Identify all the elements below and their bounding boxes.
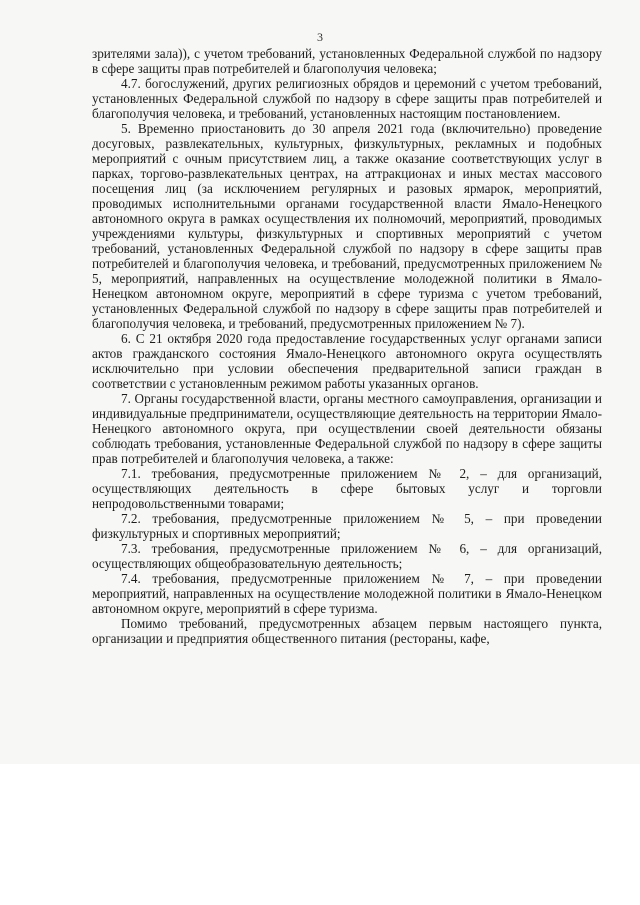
paragraph-7-4: 7.4. требования, предусмотренные приложением № 7, – при проведении мероприятий, направленных на осуществление молодежной политики в Ямало-Ненецком автономном округе, мероприятий в сфере туризма. (92, 571, 602, 616)
paragraph-continuation: зрителями зала)), с учетом требований, установленных Федеральной службой по надзору в сфере защиты прав потребителей и благополучия человека; (92, 46, 602, 76)
page-number: 3 (317, 30, 323, 44)
paragraph-7: 7. Органы государственной власти, органы местного самоуправления, организации и индивидуальные предприниматели, осуществляющие деятельность на территории Ямало-Ненецкого автономного округа, при осуществлении своей деятельности обязаны соблюдать требования, установленные Федеральной службой по надзору в сфере защиты прав потребителей и благополучия человека, а также: (92, 391, 602, 466)
paragraph-6: 6. С 21 октября 2020 года предоставление государственных услуг органами записи актов гражданского состояния Ямало-Ненецкого автономного округа осуществлять исключительно при условии обеспечения предварительной записи граждан в соответствии с установленным режимом работы указанных органов. (92, 331, 602, 391)
paragraph-5: 5. Временно приостановить до 30 апреля 2021 года (включительно) проведение досуговых, развлекательных, культурных, физкультурных, рекламных и подобных мероприятий с очным присутствием лиц, а также оказание соответствующих услуг в парках, торгово-развлекательных центрах, на аттракционах и иных местах массового посещения лиц (за исключением регулярных и разовых ярмарок, мероприятий, проводимых исполнительными органами государственной власти Ямало-Ненецкого автономного округа в рамках осуществления их полномочий, мероприятий, проводимых учреждениями культуры, физкультурных и спортивных мероприятий с учетом требований, установленных Федеральной службой по надзору в сфере защиты прав потребителей и благополучия человека, и требований, предусмотренных приложением № 5, мероприятий, направленных на осуществление молодежной политики в Ямало-Ненецком автономном округе, мероприятий в сфере туризма с учетом требований, установленных Федеральной службой по надзору в сфере защиты прав потребителей и благополучия человека, и требований, предусмотренных приложением № 7). (92, 121, 602, 331)
blank-margin (0, 764, 640, 905)
paragraph-7-3: 7.3. требования, предусмотренные приложением № 6, – для организаций, осуществляющих общеобразовательную деятельность; (92, 541, 602, 571)
paragraph-7-1: 7.1. требования, предусмотренные приложением № 2, – для организаций, осуществляющих деятельность в сфере бытовых услуг и торговли непродовольственными товарами; (92, 466, 602, 511)
paragraph-7-2: 7.2. требования, предусмотренные приложением № 5, – при проведении физкультурных и спортивных мероприятий; (92, 511, 602, 541)
document-body (92, 46, 602, 646)
paragraph-catering: Помимо требований, предусмотренных абзацем первым настоящего пункта, организации и предприятия общественного питания (рестораны, кафе, (92, 616, 602, 646)
paragraph-4-7: 4.7. богослужений, других религиозных обрядов и церемоний с учетом требований, установленных Федеральной службой по надзору в сфере защиты прав потребителей и благополучия человека, и требований, установленных настоящим постановлением. (92, 76, 602, 121)
